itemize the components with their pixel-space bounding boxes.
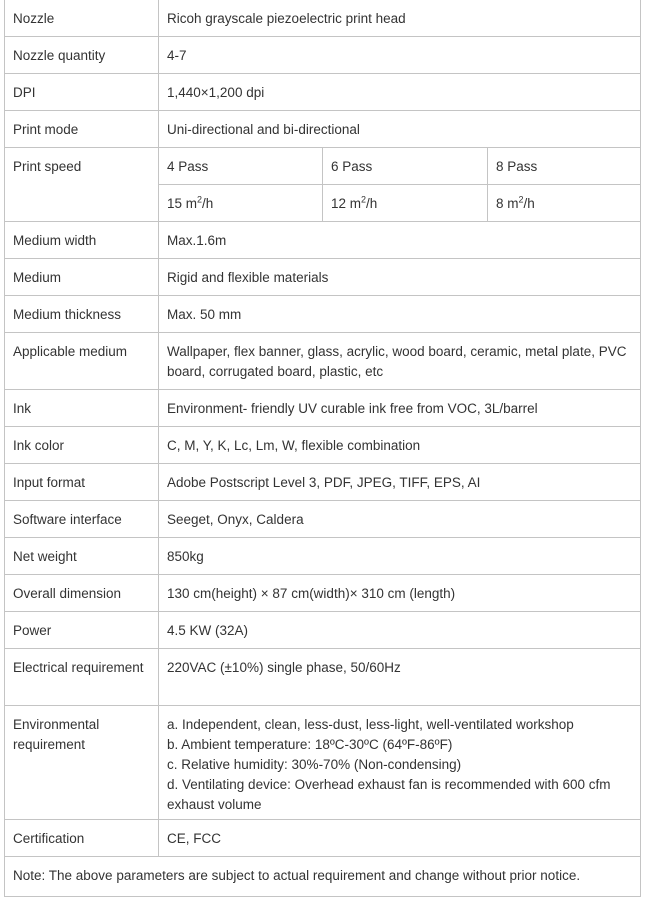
pass-header: 8 Pass	[488, 148, 641, 185]
row-value: CE, FCC	[159, 820, 641, 857]
pass-header: 6 Pass	[323, 148, 488, 185]
row-value: Ricoh grayscale piezoelectric print head	[159, 0, 641, 37]
row-value: 1,440×1,200 dpi	[159, 74, 641, 111]
table-row	[5, 296, 641, 333]
env-line: c. Relative humidity: 30%-70% (Non-condensing)	[167, 757, 462, 772]
table-row	[5, 390, 641, 427]
row-label: Net weight	[5, 538, 159, 575]
row-label: Environmental requirement	[5, 706, 159, 820]
row-label: Ink color	[5, 427, 159, 464]
environmental-row	[5, 706, 641, 820]
row-value: Seeget, Onyx, Caldera	[159, 501, 641, 538]
row-label: Ink	[5, 390, 159, 427]
table-row	[5, 649, 641, 706]
row-value: C, M, Y, K, Lc, Lm, W, flexible combination	[159, 427, 641, 464]
row-value: 4.5 KW (32A)	[159, 612, 641, 649]
row-label: DPI	[5, 74, 159, 111]
env-line: d. Ventilating device: Overhead exhaust fan is recommended with 600 cfm exhaust volume	[167, 777, 611, 812]
row-label: Print mode	[5, 111, 159, 148]
row-value: Environment- friendly UV curable ink free from VOC, 3L/barrel	[159, 390, 641, 427]
speed-value: 8 $m^2/h$	[488, 185, 641, 222]
row-label: Nozzle quantity	[5, 37, 159, 74]
row-label: Software interface	[5, 501, 159, 538]
env-line: b. Ambient temperature: 18ºC-30ºC (64ºF-86ºF)	[167, 737, 453, 752]
row-label: Medium	[5, 259, 159, 296]
row-label: Input format	[5, 464, 159, 501]
speed-value: 12 $m^2/h$	[323, 185, 488, 222]
table-row	[5, 0, 641, 37]
row-label: Print speed	[5, 148, 159, 222]
row-value: Max.1.6m	[159, 222, 641, 259]
specifications-table	[4, 0, 641, 897]
table-row	[5, 333, 641, 390]
env-line: a. Independent, clean, less-dust, less-light, well-ventilated workshop	[167, 717, 574, 732]
table-row	[5, 74, 641, 111]
row-label: Applicable medium	[5, 333, 159, 390]
pass-header: 4 Pass	[159, 148, 323, 185]
table-row	[5, 464, 641, 501]
row-value: Max. 50 mm	[159, 296, 641, 333]
table-row	[5, 501, 641, 538]
print-speed-pass-row	[5, 148, 641, 185]
table-row	[5, 612, 641, 649]
row-value: 220VAC (±10%) single phase, 50/60Hz	[159, 649, 641, 706]
row-label: Medium thickness	[5, 296, 159, 333]
table-row	[5, 37, 641, 74]
speed-value: 15 $m^2/h$	[159, 185, 323, 222]
row-label: Medium width	[5, 222, 159, 259]
row-value: 4-7	[159, 37, 641, 74]
table-row	[5, 222, 641, 259]
row-label: Certification	[5, 820, 159, 857]
table-row	[5, 111, 641, 148]
table-row	[5, 538, 641, 575]
row-label: Electrical requirement	[5, 649, 159, 706]
row-value	[159, 706, 641, 820]
table-row	[5, 575, 641, 612]
row-value: Uni-directional and bi-directional	[159, 111, 641, 148]
table-row	[5, 259, 641, 296]
row-value: Wallpaper, flex banner, glass, acrylic, wood board, ceramic, metal plate, PVC board, corrugated board, plastic, etc	[159, 333, 641, 390]
table-row	[5, 820, 641, 857]
row-value: 850kg	[159, 538, 641, 575]
row-value: 130 cm(height) × 87 cm(width)× 310 cm (length)	[159, 575, 641, 612]
note-text: Note: The above parameters are subject to actual requirement and change without prior notice.	[5, 857, 641, 897]
row-label: Overall dimension	[5, 575, 159, 612]
row-label: Power	[5, 612, 159, 649]
row-label: Nozzle	[5, 0, 159, 37]
row-value: Rigid and flexible materials	[159, 259, 641, 296]
note-row	[5, 857, 641, 897]
table-row	[5, 427, 641, 464]
row-value: Adobe Postscript Level 3, PDF, JPEG, TIFF, EPS, AI	[159, 464, 641, 501]
